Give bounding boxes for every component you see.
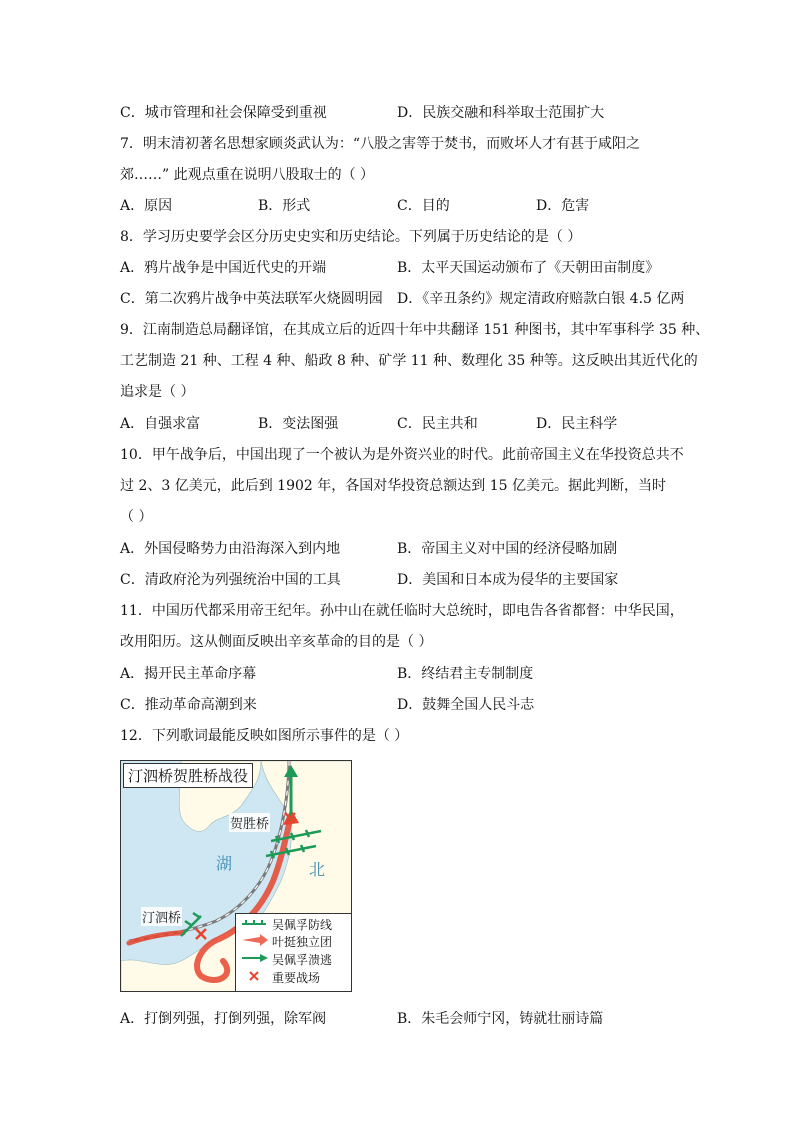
q10-stem-line1: 10．甲午战争后，中国出现了一个被认为是外资兴业的时代。此前帝国主义在华投资总共不 xyxy=(120,447,684,463)
q9-stem-line3: 追求是（ ） xyxy=(120,384,195,400)
q8-stem: 8．学习历史要学会区分历史史实和历史结论。下列属于历史结论的是（ ） xyxy=(120,229,582,245)
legend-defense-line: 吴佩孚防线 xyxy=(272,918,333,932)
ye-ting-route-west xyxy=(129,933,183,943)
q12-option-b: B．朱毛会师宁冈，铸就壮丽诗篇 xyxy=(397,1011,604,1027)
q12-option-a: A．打倒列强，打倒列强，除军阀 xyxy=(120,1011,327,1027)
q7-stem-line1: 7．明末清初著名思想家顾炎武认为：“八股之害等于焚书，而败坏人才有甚于咸阳之 xyxy=(120,136,641,152)
q7-option-a: A．原因 xyxy=(120,198,173,214)
q8-option-a: A．鸦片战争是中国近代史的开端 xyxy=(120,260,327,276)
q10-option-d: D．美国和日本成为侵华的主要国家 xyxy=(397,572,619,588)
legend-retreat: 吴佩孚溃逃 xyxy=(272,953,333,967)
q9-option-d: D．民主科学 xyxy=(536,416,618,432)
q9-stem-line2: 工艺制造 21 种、工程 4 种、船政 8 种、矿学 11 种、数理化 35 种等。这反映出其近代化的 xyxy=(120,353,698,369)
q8-option-b: B．太平天国运动颁布了《天朝田亩制度》 xyxy=(397,260,660,276)
q7-option-d: D．危害 xyxy=(536,198,590,214)
q11-stem-line1: 11．中国历代都采用帝王纪年。孙中山在就任临时大总统时，即电告各省都督：中华民国， xyxy=(120,603,684,619)
battlefield-mark-tingsi xyxy=(196,929,206,939)
q9-option-a: A．自强求富 xyxy=(120,416,201,432)
q11-option-b: B．终结君主专制制度 xyxy=(397,666,534,682)
q8-option-c: C．第二次鸦片战争中英法联军火烧圆明园 xyxy=(120,291,383,307)
map-title: 汀泗桥贺胜桥战役 xyxy=(123,763,253,788)
q11-option-d: D．鼓舞全国人民斗志 xyxy=(397,697,535,713)
q6-option-c: C．城市管理和社会保障受到重视 xyxy=(120,105,327,121)
legend-retreat-symbol xyxy=(242,954,268,962)
q6-option-d: D．民族交融和科举取士范围扩大 xyxy=(397,105,605,121)
legend-ye-ting-symbol xyxy=(242,934,268,946)
region-label-bei: 北 xyxy=(309,860,326,879)
q7-option-c: C．目的 xyxy=(397,198,450,214)
legend-battlefield-symbol xyxy=(250,972,258,980)
legend-battlefield: 重要战场 xyxy=(272,971,321,985)
q8-option-d: D．《辛丑条约》规定清政府赔款白银 4.5 亿两 xyxy=(397,291,685,307)
battle-map xyxy=(120,760,352,992)
place-label-hesheng: 贺胜桥 xyxy=(229,813,270,832)
q10-option-b: B．帝国主义对中国的经济侵略加剧 xyxy=(397,541,618,557)
map-legend xyxy=(235,913,352,992)
legend-defense-line-symbol xyxy=(242,920,266,924)
q11-option-c: C．推动革命高潮到来 xyxy=(120,697,257,713)
legend-ye-ting: 叶挺独立团 xyxy=(272,935,333,949)
q9-stem-line1: 9．江南制造总局翻译馆，在其成立后的近四十年中共翻译 151 种图书，其中军事科学 35 种、 xyxy=(120,322,710,338)
q10-option-a: A．外国侵略势力由沿海深入到内地 xyxy=(120,541,341,557)
q10-stem-line3: （ ） xyxy=(120,509,153,525)
q10-option-c: C．清政府沦为列强统治中国的工具 xyxy=(120,572,341,588)
q7-option-b: B．形式 xyxy=(258,198,311,214)
q7-stem-line2: 郊……” 此观点重在说明八股取士的（ ） xyxy=(120,167,375,183)
place-label-tingsi: 汀泗桥 xyxy=(141,907,182,926)
q12-stem: 12．下列歌词最能反映如图所示事件的是（ ） xyxy=(120,728,409,744)
q10-stem-line2: 过 2、3 亿美元，此后到 1902 年，各国对华投资总额达到 15 亿美元。据此判断，当时 xyxy=(120,478,666,494)
q11-option-a: A．揭开民主革命序幕 xyxy=(120,666,257,682)
q11-stem-line2: 改用阳历。这从侧面反映出辛亥革命的目的是（ ） xyxy=(120,634,433,650)
q9-option-c: C．民主共和 xyxy=(397,416,478,432)
q9-option-b: B．变法图强 xyxy=(258,416,339,432)
region-label-hu: 湖 xyxy=(216,854,233,873)
